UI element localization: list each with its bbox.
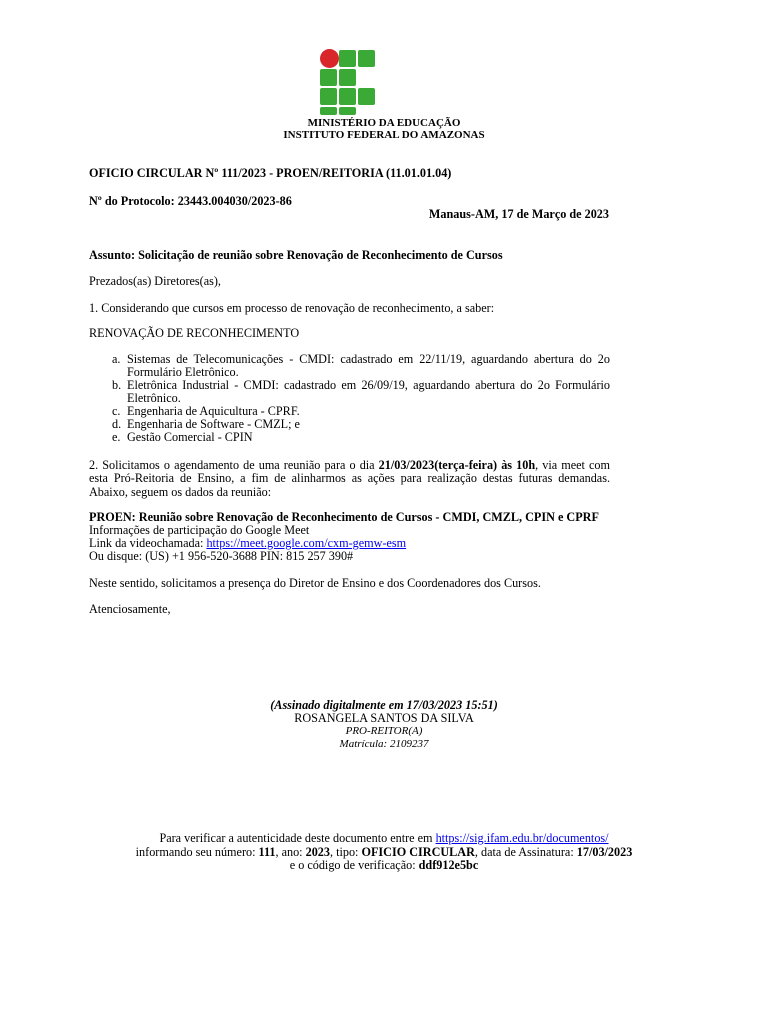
signatory-role: PRO-REITOR(A) [345,725,423,737]
signatory-registration: Matrícula: 2109237 [339,738,429,750]
greeting: Prezados(as) Diretores(as), [89,274,221,288]
paragraph-1: 1. Considerando que cursos em processo de renovação de reconhecimento, a saber: [89,301,495,315]
paragraph-3: Neste sentido, solicitamos a presença do Diretor de Ensino e dos Coordenadores dos Cursos. [89,576,541,590]
logo-square [320,88,337,105]
list-item: a. Sistemas de Telecomunicações - CMDI: cadastrado em 22/11/19, aguardando abertura do 2o Formulário Eletrônico. [112,352,610,379]
paragraph-2: 2. Solicitamos o agendamento de uma reunião para o dia 21/03/2023(terça-feira) às 10h, via meet com esta Pró-Reitoria de Ensino, a fim de alinharmos as ações para realização destas futuras demandas. Abaixo, seguem os dados da reunião: [89,458,610,499]
institute-heading: INSTITUTO FEDERAL DO AMAZONAS [283,129,485,141]
signatory-name: ROSANGELA SANTOS DA SILVA [294,711,474,725]
logo-square [320,69,337,86]
logo-square [339,88,356,105]
list-item: d. Engenharia de Software - CMZL; e [112,417,300,431]
subject-line: Assunto: Solicitação de reunião sobre Renovação de Reconhecimento de Cursos [89,248,503,262]
list-item: b. Eletrônica Industrial - CMDI: cadastrado em 26/09/19, aguardando abertura do 2o Formulário Eletrônico. [112,378,610,405]
protocol-number: Nº do Protocolo: 23443.004030/2023-86 [89,194,292,208]
section-heading: RENOVAÇÃO DE RECONHECIMENTO [89,326,300,340]
logo-square [358,88,375,105]
signature-timestamp: (Assinado digitalmente em 17/03/2023 15:51) [270,698,498,712]
meet-link[interactable]: https://meet.google.com/cxm-gemw-esm [206,536,407,550]
document-title: OFICIO CIRCULAR Nº 111/2023 - PROEN/REITORIA (11.01.01.04) [89,166,452,180]
meeting-phone: Ou disque: (US) +1 956-520-3688 PIN: 815 257 390# [89,549,354,563]
verification-line-2: informando seu número: 111, ano: 2023, tipo: OFICIO CIRCULAR, data de Assinatura: 17/03/2023 [135,845,633,859]
verification-line-3: e o código de verificação: ddf912e5bc [289,858,479,872]
list-item: c. Engenharia de Aquicultura - CPRF. [112,404,300,418]
meeting-info: Informações de participação do Google Meet [89,523,310,537]
verification-line-1: Para verificar a autenticidade deste documento entre em https://sig.ifam.edu.br/documentos/ [159,831,609,845]
logo-square [339,69,356,86]
meeting-link-line: Link da videochamada: https://meet.google.com/cxm-gemw-esm [89,536,407,550]
logo-square [320,107,337,115]
ministry-heading: MINISTÉRIO DA EDUCAÇÃO [307,117,461,129]
logo-red-circle [320,49,339,68]
logo-square [358,50,375,67]
meeting-title: PROEN: Reunião sobre Renovação de Reconhecimento de Cursos - CMDI, CMZL, CPIN e CPRF [89,510,599,524]
ifam-logo [320,49,376,113]
logo-square [339,50,356,67]
list-item: e. Gestão Comercial - CPIN [112,430,253,444]
closing: Atenciosamente, [89,602,171,616]
logo-square [339,107,356,115]
document-date: Manaus-AM, 17 de Março de 2023 [428,207,609,221]
verification-link[interactable]: https://sig.ifam.edu.br/documentos/ [435,831,609,845]
course-list [112,353,610,444]
